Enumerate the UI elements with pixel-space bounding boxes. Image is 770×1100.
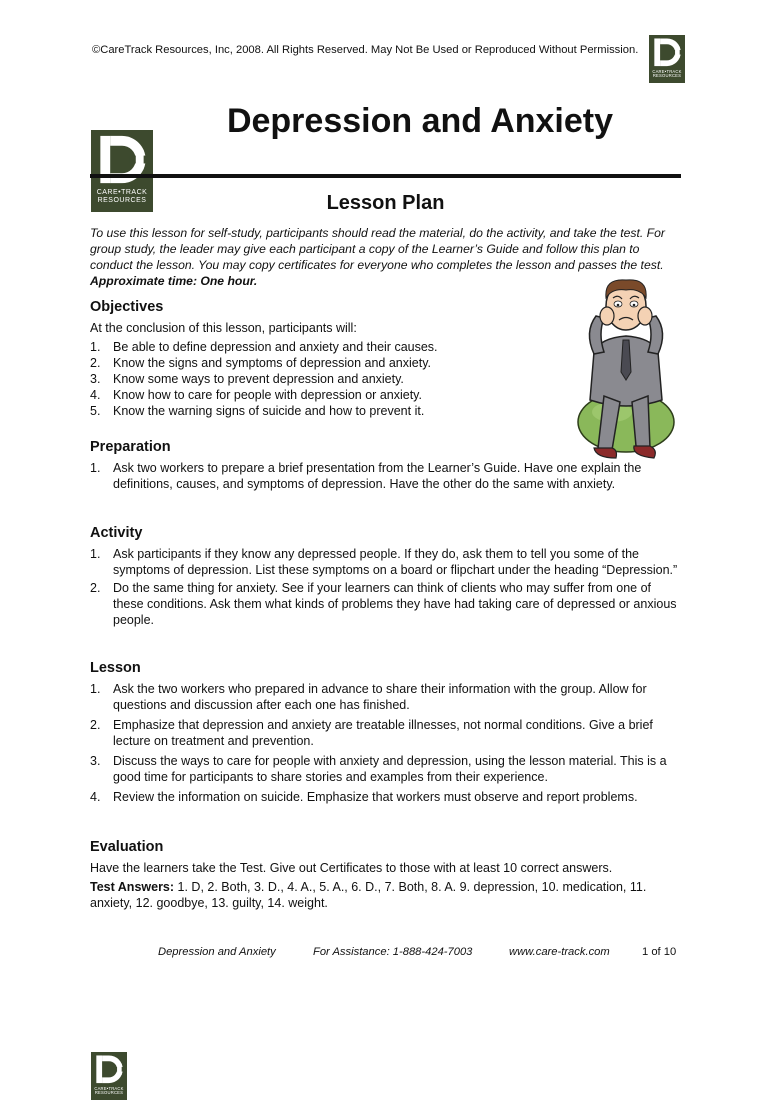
lesson-section	[90, 660, 682, 809]
list-item: 1. Be able to define depression and anxiety and their causes.	[90, 340, 438, 354]
list-item: 1. Ask the two workers who prepared in advance to share their information with the group. Allow for questions and discussion after each one has finished.	[90, 682, 647, 712]
intro-emphasis: Approximate time: One hour.	[90, 274, 258, 288]
caretrack-logo-footer	[91, 1052, 127, 1100]
preparation-heading: Preparation	[90, 439, 171, 455]
logo-caption: CARE•TRACK RESOURCES	[652, 68, 682, 79]
list-item: 2. Emphasize that depression and anxiety are treatable illnesses, not normal conditions. Give a brief lecture on treatment and prevention.	[90, 718, 653, 748]
activity-list	[90, 546, 682, 628]
document-subtitle: Lesson Plan	[326, 192, 445, 214]
footer-topic: Depression and Anxiety	[158, 946, 276, 958]
evaluation-heading: Evaluation	[90, 839, 164, 855]
test-answers: Test Answers: 1. D, 2. Both, 3. D., 4. A., 5. A., 6. D., 7. Both, 8. A. 9. depression, 10. medication, 11. anxiety, 12. goodbye, 13. guilty, 14. weight.	[90, 880, 647, 910]
list-item: 2. Do the same thing for anxiety. See if your learners can think of clients who may suffer from one of these conditions. Ask them what kinds of problems they have had taking care of depressed or anxious people.	[90, 581, 677, 627]
copyright-notice: ©CareTrack Resources, Inc, 2008. All Rights Reserved. May Not Be Used or Reproduced Without Permission.	[92, 44, 639, 56]
list-item: 3. Know some ways to prevent depression and anxiety.	[90, 372, 404, 386]
worried-man-illustration	[572, 272, 680, 468]
list-item: 5. Know the warning signs of suicide and how to prevent it.	[90, 404, 425, 418]
list-item: 4. Know how to care for people with depression or anxiety.	[90, 388, 422, 402]
footer-page-number: 1 of 10	[642, 946, 677, 958]
lesson-list	[90, 681, 682, 805]
list-item: 1. Ask participants if they know any depressed people. If they do, ask them to tell you some of the symptoms of depression. List these symptoms on a board or flipchart under the heading “Depression.”	[90, 547, 678, 577]
list-item: 3. Discuss the ways to care for people with anxiety and depression, using the lesson material. This is a good time for participants to share stories and examples from their experience.	[90, 754, 667, 784]
evaluation-text: Have the learners take the Test. Give out Certificates to those with at least 10 correct answers.	[90, 861, 613, 875]
objectives-lead: At the conclusion of this lesson, participants will:	[90, 321, 357, 335]
test-answers-label: Test Answers:	[90, 880, 175, 894]
document-title: Depression and Anxiety	[226, 102, 614, 140]
objectives-list	[90, 339, 570, 419]
logo-mark-icon	[91, 130, 153, 189]
activity-heading: Activity	[90, 525, 143, 541]
list-item: 4. Review the information on suicide. Emphasize that workers must observe and report problems.	[90, 790, 638, 804]
title-divider	[90, 174, 681, 178]
logo-mark-icon	[649, 35, 685, 70]
evaluation-section	[90, 839, 682, 911]
logo-caption: CARE•TRACK RESOURCES	[96, 189, 148, 205]
caretrack-logo-small	[649, 35, 685, 83]
activity-section	[90, 525, 682, 632]
objectives-heading: Objectives	[90, 299, 164, 315]
logo-caption: CARE•TRACK RESOURCES	[94, 1085, 124, 1096]
footer-website[interactable]: www.care-track.com	[509, 946, 610, 958]
list-item: 1. Ask two workers to prepare a brief presentation from the Learner’s Guide. Have one explain the definitions, causes, and symptoms of depression. Have the other do the same with anxiety.	[90, 461, 642, 491]
footer-assistance: For Assistance: 1-888-424-7003	[313, 946, 473, 958]
intro-paragraph: To use this lesson for self-study, participants should read the material, do the activity, and take the test. For group study, the leader may give each participant a copy of the Learner’s Guide and follow this plan to conduct the lesson. You may copy certificates for everyone who completes the lesson and passes the test. Approximate time: One hour.	[90, 226, 665, 288]
objectives-section	[90, 299, 570, 419]
list-item: 2. Know the signs and symptoms of depression and anxiety.	[90, 356, 431, 370]
logo-mark-icon	[91, 1052, 127, 1087]
lesson-heading: Lesson	[90, 660, 141, 676]
